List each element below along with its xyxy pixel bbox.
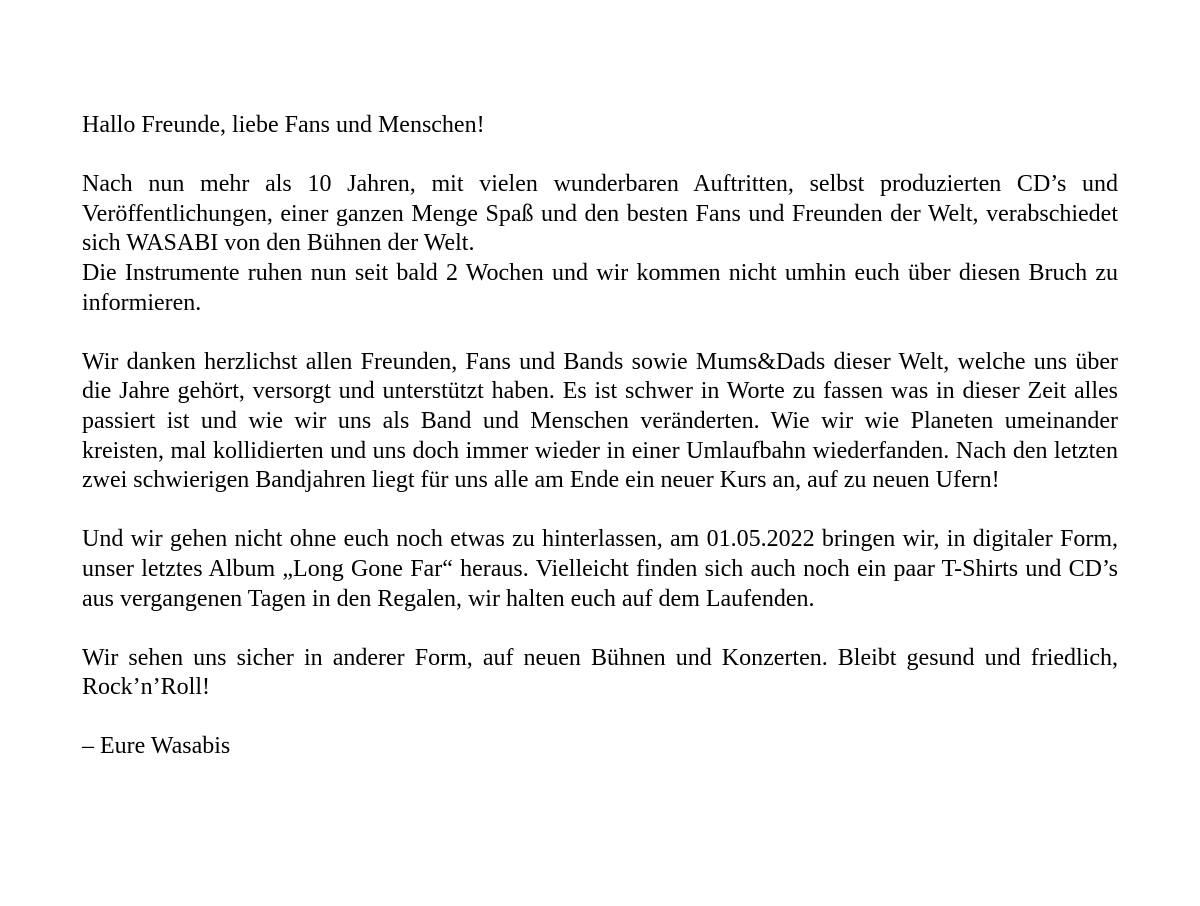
letter-paragraph-instruments: Die Instrumente ruhen nun seit bald 2 Wochen und wir kommen nicht umhin euch über diesen Bruch zu informieren. (82, 259, 1118, 316)
letter-body (82, 111, 1118, 762)
letter-paragraph-closing: Wir sehen uns sicher in anderer Form, auf neuen Bühnen und Konzerten. Bleibt gesund und friedlich, Rock’n’Roll! (82, 644, 1118, 701)
letter-paragraph-thanks: Wir danken herzlichst allen Freunden, Fans und Bands sowie Mums&Dads dieser Welt, welche uns über die Jahre gehört, versorgt und unterstützt haben. Es ist schwer in Worte zu fassen was in dieser Zeit alles passiert ist und wie wir uns als Band und Menschen veränderten. Wie wir wie Planeten umeinander kreisten, mal kollidierten und uns doch immer wieder in einer Umlaufbahn wiederfanden. Nach den letzten zwei schwierigen Bandjahren liegt für uns alle am Ende ein neuer Kurs an, auf zu neuen Ufern! (82, 348, 1118, 494)
letter-greeting: Hallo Freunde, liebe Fans und Menschen! (82, 112, 485, 138)
paragraph-spacer (82, 141, 1118, 171)
paragraph-spacer (82, 318, 1118, 348)
paragraph-spacer (82, 496, 1118, 526)
letter-paragraph-album: Und wir gehen nicht ohne euch noch etwas zu hinterlassen, am 01.05.2022 bringen wir, in digitaler Form, unser letztes Album „Long Gone Far“ heraus. Vielleicht finden sich auch noch ein paar T-Shirts und CD’s aus vergangenen Tagen in den Regalen, wir halten euch auf dem Laufenden. (82, 526, 1118, 612)
letter-signature: – Eure Wasabis (82, 733, 231, 760)
paragraph-spacer (82, 703, 1118, 733)
paragraph-spacer (82, 614, 1118, 644)
letter-paragraph-farewell: Nach nun mehr als 10 Jahren, mit vielen wunderbaren Auftritten, selbst produzierten CD’s und Veröffentlichungen, einer ganzen Menge Spaß und den besten Fans und Freunden der Welt, verabschiedet sich WASABI von den Bühnen der Welt. (82, 171, 1118, 257)
